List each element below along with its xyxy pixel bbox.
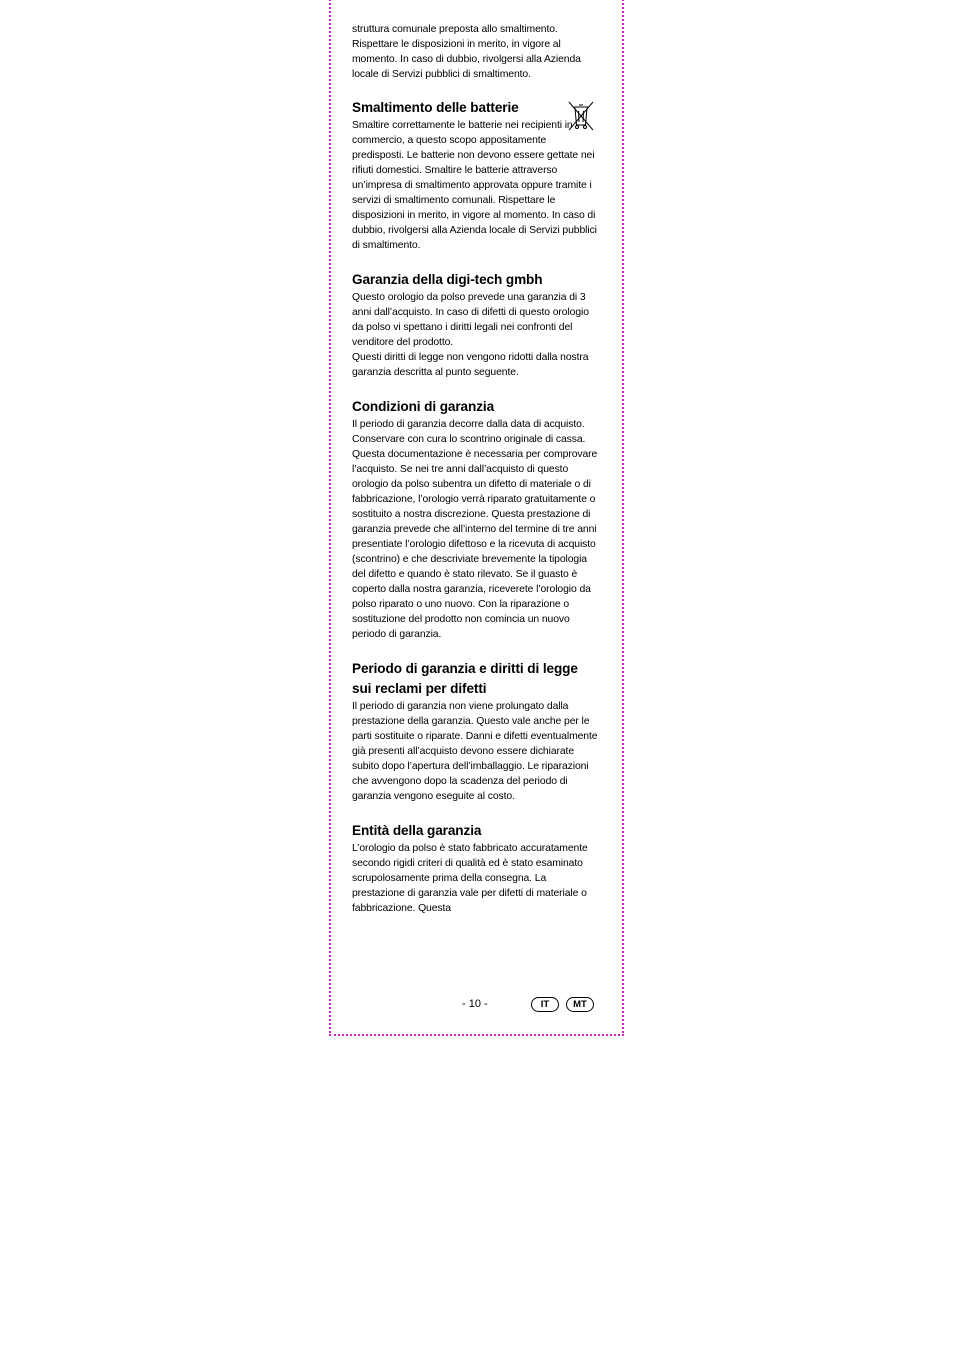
warranty-period-section: [352, 659, 600, 804]
warranty-heading: Garanzia della digi-tech gmbh: [352, 272, 543, 287]
crossed-out-wheelie-bin-icon: [566, 101, 596, 131]
warranty-period-paragraph: Il periodo di garanzia non viene prolungato dalla prestazione della garanzia. Questo vale anche per le parti sostituite o riparate. Danni e difetti eventualmente già presenti all’acquisto devono essere dichiarate subito dopo l’apertura dell’imballaggio. Le riparazioni che avvengono dopo la scadenza del periodo di garanzia vengono eseguite al costo.: [352, 701, 598, 802]
warranty-paragraph: Questo orologio da polso prevede una garanzia di 3 anni dall’acquisto. In caso di difetti di questo orologio da polso vi spettano i diritti legali nei confronti del venditore del prodotto.: [352, 292, 589, 348]
warranty-paragraph-2: Questi diritti di legge non vengono ridotti dalla nostra garanzia descritta al punto seguente.: [352, 352, 589, 378]
page-number: - 10 -: [462, 998, 488, 1010]
language-badge-mt: MT: [566, 997, 594, 1012]
warranty-section: [352, 270, 600, 380]
warranty-scope-section: [352, 821, 600, 916]
warranty-conditions-heading: Condizioni di garanzia: [352, 399, 495, 414]
warranty-conditions-section: [352, 397, 600, 642]
intro-section: [352, 22, 600, 82]
battery-disposal-section: [352, 98, 600, 253]
battery-disposal-heading: Smaltimento delle batterie: [352, 100, 519, 115]
warranty-scope-paragraph: L’orologio da polso è stato fabbricato accuratamente secondo rigidi criteri di qualità ed è stato esaminato scrupolosamente prima della consegna. La prestazione di garanzia vale per difetti di materiale o fabbricazione. Questa: [352, 843, 588, 914]
battery-disposal-paragraph: Smaltire correttamente le batterie nei recipienti in commercio, a questo scopo appositamente predisposti. Le batterie non devono essere gettate nei rifiuti domestici. Smaltire le batterie attraverso un’impresa di smaltimento approvata oppure tramite i servizi di smaltimento comunali. Rispettare le disposizioni in merito, in vigore al momento. In caso di dubbio, rivolgersi alla Azienda locale di Servizi pubblici di smaltimento.: [352, 120, 597, 251]
warranty-scope-heading: Entità della garanzia: [352, 823, 482, 838]
language-badge-it: IT: [531, 997, 559, 1012]
warranty-conditions-paragraph: Il periodo di garanzia decorre dalla data di acquisto. Conservare con cura lo scontrino originale di cassa. Questa documentazione è necessaria per comprovare l’acquisto. Se nei tre anni dall’acquisto di questo orologio da polso subentra un difetto di materiale o di fabbricazione, l’orologio verrà riparato gratuitamente o sostituito a nostra discrezione. Questa prestazione di garanzia prevede che all’interno del termine di tre anni presentiate l’orologio difettoso e la ricevuta di acquisto (scontrino) e che descriviate brevemente la tipologia del difetto e quando è stato rilevato. Se il guasto è coperto dalla nostra garanzia, riceverete l’orologio da polso riparato o uno nuovo. Con la riparazione o sostituzione del prodotto non comincia un nuovo periodo di garanzia.: [352, 419, 598, 640]
warranty-period-heading: Periodo di garanzia e diritti di legge sui reclami per difetti: [352, 661, 578, 696]
intro-paragraph: struttura comunale preposta allo smaltimento. Rispettare le disposizioni in merito, in vigore al momento. In caso di dubbio, rivolgersi alla Azienda locale di Servizi pubblici di smaltimento.: [352, 24, 581, 80]
page-content: [352, 22, 600, 916]
page-footer: [352, 996, 600, 1014]
